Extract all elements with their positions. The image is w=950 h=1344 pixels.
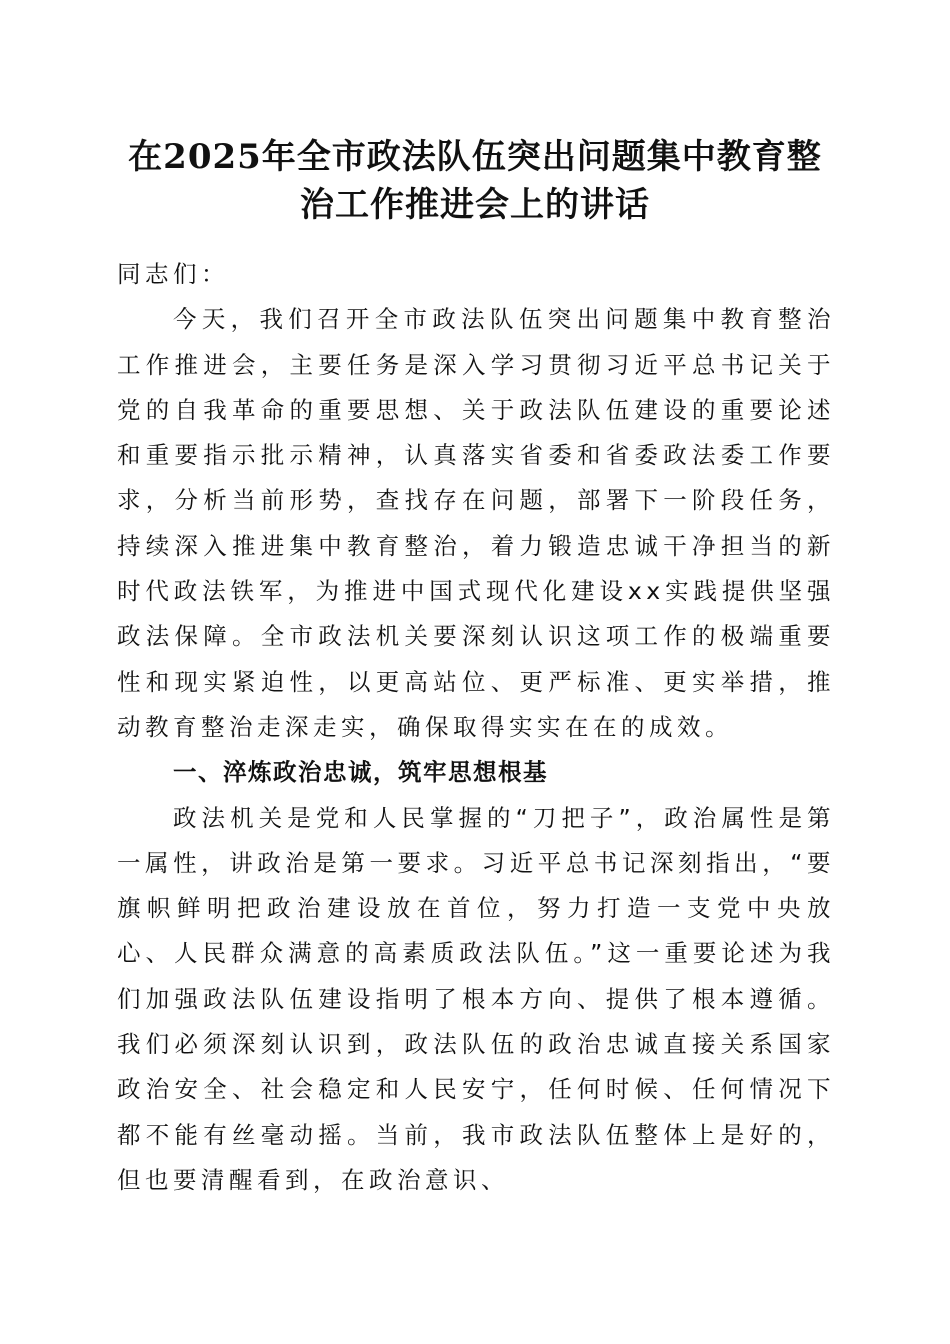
paragraph-section-1: 政法机关是党和人民掌握的“刀把子”，政治属性是第一属性，讲政治是第一要求。习近平总书记深刻指出，“要旗帜鲜明把政治建设放在首位，努力打造一支党中央放心、人民群众满意的高素质政法队伍。”这一重要论述为我们加强政法队伍建设指明了根本方向、提供了根本遵循。我们必须深刻认识到，政法队伍的政治忠诚直接关系国家政治安全、社会稳定和人民安宁，任何时候、任何情况下都不能有丝毫动摇。当前，我市政法队伍整体上是好的，但也要清醒看到，在政治意识、 <box>117 803 835 1194</box>
paragraph-opening: 今天，我们召开全市政法队伍突出问题集中教育整治工作推进会，主要任务是深入学习贯彻习近平总书记关于党的自我革命的重要思想、关于政法队伍建设的重要论述和重要指示批示精神，认真落实省委和省委政法委工作要求，分析当前形势，查找存在问题，部署下一阶段任务，持续深入推进集中教育整治，着力锻造忠诚干净担当的新时代政法铁军，为推进中国式现代化建设xx实践提供坚强政法保障。全市政法机关要深刻认识这项工作的极端重要性和现实紧迫性，以更高站位、更严标准、更实举措，推动教育整治走深走实，确保取得实实在在的成效。 <box>117 305 835 741</box>
document-body <box>117 252 835 1203</box>
title-line-2: 治工作推进会上的讲话 <box>300 185 650 225</box>
title-line-1: 在2025年全市政法队伍突出问题集中教育整 <box>128 137 822 177</box>
document-title <box>100 133 850 229</box>
section-heading-1: 一、淬炼政治忠诚，筑牢思想根基 <box>173 758 548 787</box>
salutation: 同志们： <box>117 260 229 288</box>
